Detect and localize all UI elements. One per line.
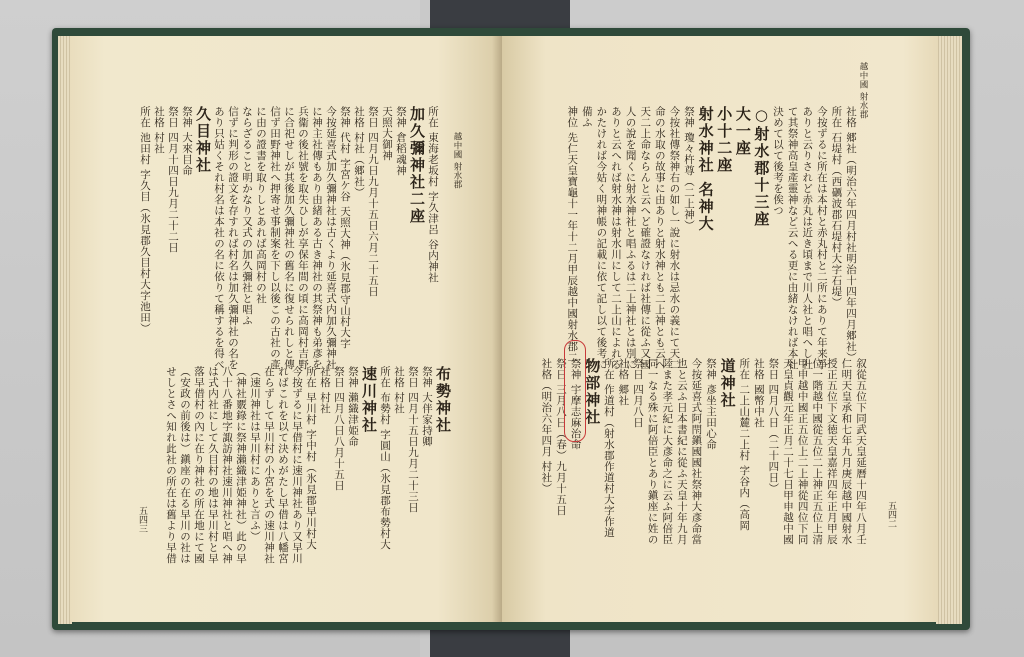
text-column: 祭日 四月八日 [632,358,644,428]
text-column: 叙從五位下同武天皇延曆十四年八月壬 [855,358,867,545]
text-column: 速川神社 [360,366,378,434]
text-column: 天照大御神 [381,106,393,161]
text-column: 今按社傳祭神右の如し一說に射水は忌水の義にて天二 [668,106,681,370]
text-column: 所在 二上山麓二上村 字谷内（高岡 [738,358,751,531]
text-column: 久目神社 [194,106,212,174]
text-column: 所在 布勢村 字圓山（氷見郡布勢村大 [379,366,391,550]
text-column: 人の說を聞くに射水神社と唱ふるは二上神社とは別に [624,106,637,370]
text-column: 祭神 瓊々杵尊（二上神） [683,106,695,231]
text-column: 在らずして早川村の小宮を式の速川神社 [263,366,275,564]
text-column: 祭神 代村 字宮ケ谷 天照大神（氷見郡守山村大字 [339,106,351,349]
text-column: に由の證書を取りしとあれば高岡村の社 [255,106,267,304]
text-column: 所在 東海老坂村 字久津呂 谷内神社 [427,106,439,283]
left-page-number: 五四三 [137,506,147,533]
text-column: 射水神社 名神大 [696,106,715,233]
text-column: 社格 村社（郷社） [353,106,365,198]
text-column: 落早借村の內に在り神社の所在地にて國 [193,366,205,564]
text-column: 今按延喜式加久彌神社は古くより延喜式内加久彌神社 [325,106,337,370]
text-column: 祭神 瀨織津姫命 [347,366,359,447]
text-column: 天二上命ならんと云へど確證なければ社傳に從ふ又國 [639,106,652,370]
text-column: 授正五位下文徳天皇嘉祥四年正月甲辰 [825,358,838,545]
text-column: 所在 早川村 字中村（氷見郡早川村大 [305,366,317,550]
text-column: 天皇貞觀元年正月二十七日甲申越中國 [782,358,794,545]
text-column: ればこれを以て決めがたし早借は八幡宮 [277,366,289,564]
text-column: に合祀せしが其後加久彌神社の舊名に復せられしと傳 [283,106,295,370]
text-column: ○射水郡十三座 [752,106,771,228]
text-column: 信ずに判形の證文を存すれば村名は加久彌神社の名を [227,106,239,370]
text-column: 布勢神社 [434,366,452,434]
right-page-number: 五四二 [886,501,896,528]
text-column: （速川神社は早川村にありと言ふ） [249,366,261,542]
text-column: 陸また孝元紀に大彥命之に云ふ阿倍臣 [661,358,674,545]
text-column: 祭神 彥坐主田心命 [705,358,717,450]
text-column: 所在 石堤村（西礪波郡石堤村大字石堤） [830,106,843,308]
text-column: 今按延喜式阿閇鎭國國社祭神大彥命當 [690,358,703,545]
text-column: 決めて以て後考を俟つ [772,106,784,216]
text-column: に神主社傳もあり由緒ある古き神社の其祭神も弟彥を [311,106,323,370]
text-column: 祭神 大來目命 [181,106,193,176]
text-column: 祭神 倉稻魂神 [395,106,407,176]
text-column: 道神社 [718,358,737,409]
right-running-head: 越中國 射水郡 [858,62,868,120]
text-column: 今按ずるに所在は本村と赤丸村と二所にありて年来爭 [815,106,828,370]
text-column: 仁明天皇承和七年九月庚辰越中國射水 [840,358,853,545]
right-page [502,36,938,622]
text-column: 祭神 宇摩志麻治命 [569,358,582,450]
text-column: 所在 池田村 字久目（氷見郡久目村大字池田） [139,106,151,334]
text-column: 物部神社 [583,358,602,426]
text-column: 社格 國幣中社 [752,358,765,428]
text-column: 社格 郷社（明治六年四月村社明治十四年四月郷社） [845,106,857,363]
text-column: 祭日 四月八日（二十四日） [767,358,780,494]
text-column: 祭日 四月八日八月十五日 [333,366,345,491]
text-column: 同一なる殊に阿倍臣とあり鎭座に姓の [646,358,659,545]
text-column: は式内社にして久目村の地は早川村と早 [207,366,219,564]
page-edge-right [936,36,962,624]
text-column: 所在 作道村（射水郡作道村大字作道 [602,358,615,538]
text-column: ありと云りされど赤丸は近き頃まで川人社と唱へし社 [801,106,814,370]
text-column: ならざること明かなり又式の加久彌社と唱ふ [241,106,253,326]
text-column: 祭日 四月十五日九月二十三日 [407,366,419,513]
text-column: 大一座 [733,106,752,157]
left-page [70,36,502,622]
text-column: 加久彌神社二座 [408,106,426,225]
text-column: 祭日 四月十四日九月二十二日 [167,106,179,253]
text-column: て其祭神高皇產靈神など云へる更に由緒なければ本社 [786,106,799,370]
text-column: 也と云ふ日本書紀に從ふ天皇十年九月 [675,358,688,545]
text-column: 今按ずるに早借村に速川神社あり又早川 [291,366,303,564]
text-column: （神社覈錄に祭神瀨織津姫神社）此の早 [235,366,247,564]
text-column: 祭日 四月九日九月十五日六月二十五日 [367,106,379,297]
text-column: 備ふ [580,106,593,128]
text-column: 社格 村社 [319,366,331,414]
text-column: 命の水取の故事に由ありと射水神とも二上神とも云へ [653,106,666,370]
text-column: 小十二座 [715,106,734,174]
text-column: 信ず田野神社へ押寄せ事制案を下し以後この古社の產 [269,106,281,370]
text-column: 甲申越中國正五位上二上神從四位下同 [796,358,809,545]
text-column: 八十八番地字諏訪神社速川神社と唱へ神 [221,366,233,564]
text-column: 兵衞の後社號を取失ひしが享保年間の頃に高岡村吉野 [297,106,309,370]
red-annotation-circle [564,340,586,442]
text-column: 社格 村社 [153,106,165,154]
left-running-head: 越中國 射水郡 [452,132,462,190]
text-column: 社格 村社 [393,366,405,414]
text-column: かたければ今姑く明神帳の記載に依て記し以て後考に [595,106,608,370]
text-column: あり只姑くそれ村名は本社の名に依りて稱するを得べ [213,106,225,370]
text-column: ありと云へれば射水神は射水川にして二上山によれる [610,106,622,370]
text-column: （安政の前後は）鎭座の在る早川の社は [179,366,191,564]
text-column: 神位 先仁天皇寶龜十一年十二月甲辰越中國射水郡二 [566,106,579,363]
text-column: 社格 郷社 [617,358,630,406]
text-column: 社格（明治六年四月 村社） [540,358,553,494]
text-column: 位一階越中國從五位二上神正五位上清 [811,358,824,545]
text-column: 祭日 三月八日（春）九月十五日 [555,358,567,516]
text-column: 祭神 大伴家持卿 [421,366,433,447]
text-column: せしとさへ知れ此社の所在は舊より早借 [165,366,177,564]
